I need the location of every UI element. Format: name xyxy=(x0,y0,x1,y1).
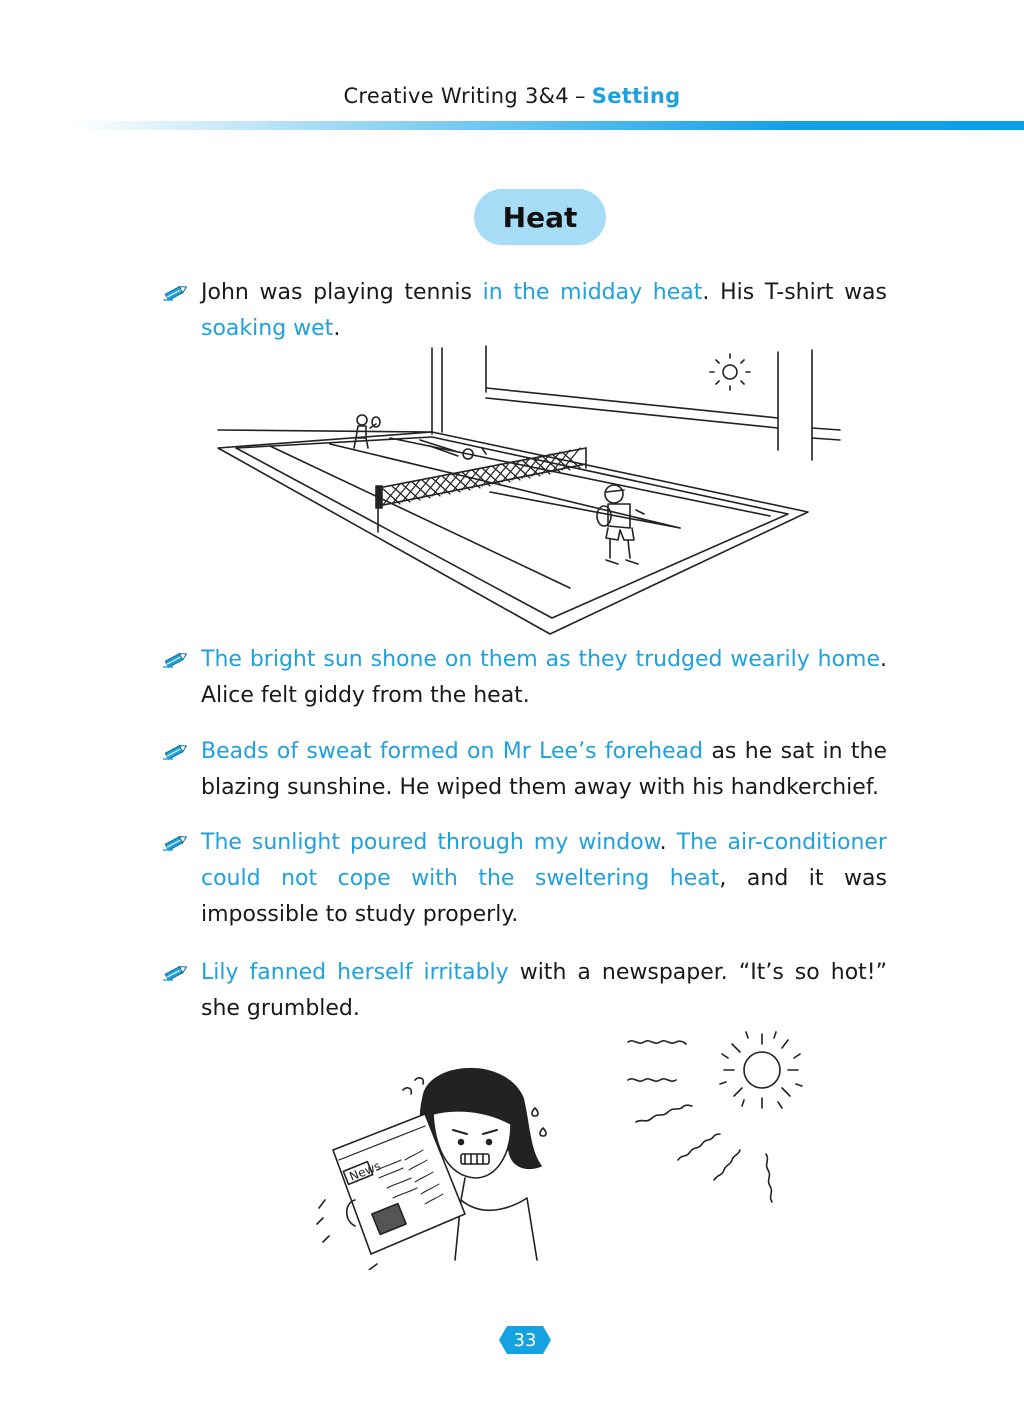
sentence-entry xyxy=(201,734,887,806)
sun-heat-waves-illustration xyxy=(620,1030,820,1210)
highlighted-phrase: The bright sun shone on them as they trudged wearily home xyxy=(201,647,880,672)
header-gradient-bar xyxy=(70,121,1024,130)
pencil-bullet-icon xyxy=(163,743,189,761)
pencil-bullet-icon xyxy=(163,964,189,982)
sentence-entry xyxy=(201,642,887,714)
header-topic: Setting xyxy=(591,84,681,108)
sentence-entry xyxy=(201,825,887,933)
sentence-entry xyxy=(201,275,887,347)
sentence-text: as he sat in the blazing sunshine. He wiped them away with his handkerchief. xyxy=(201,739,887,800)
sentence-text: . xyxy=(333,316,341,341)
section-title: Heat xyxy=(474,189,606,245)
sentence-text: . xyxy=(659,830,677,855)
book-title: Creative Writing 3&4 xyxy=(343,84,569,108)
header-separator: – xyxy=(574,84,586,108)
running-header xyxy=(0,84,1024,108)
pencil-bullet-icon xyxy=(163,284,189,302)
sentence-text: . His T-shirt was xyxy=(702,280,888,305)
sentence-entry xyxy=(201,955,887,1027)
highlighted-phrase: Lily fanned herself irritably xyxy=(201,960,509,985)
pencil-bullet-icon xyxy=(163,834,189,852)
sentence-text: , and it was impossible to study properly. xyxy=(201,866,887,927)
sentence-text: with a newspaper. “It’s so hot!” she grumbled. xyxy=(201,960,887,1021)
sentence-text: . Alice felt giddy from the heat. xyxy=(201,647,887,708)
newspaper-label: News xyxy=(347,1158,383,1184)
girl-fanning-illustration xyxy=(315,1050,555,1270)
sentence-text: John was playing tennis xyxy=(201,280,483,305)
highlighted-phrase: Beads of sweat formed on Mr Lee’s forehead xyxy=(201,739,704,764)
pencil-bullet-icon xyxy=(163,651,189,669)
highlighted-phrase: The sunlight poured through my window xyxy=(201,830,660,855)
highlighted-phrase: The air-conditioner could not cope with the sweltering heat xyxy=(201,830,887,891)
highlighted-phrase: soaking wet xyxy=(201,316,334,341)
page-number-text: 33 xyxy=(513,1329,537,1351)
page-number xyxy=(499,1326,551,1354)
tennis-court-illustration xyxy=(210,342,850,637)
highlighted-phrase: in the midday heat xyxy=(482,280,703,305)
